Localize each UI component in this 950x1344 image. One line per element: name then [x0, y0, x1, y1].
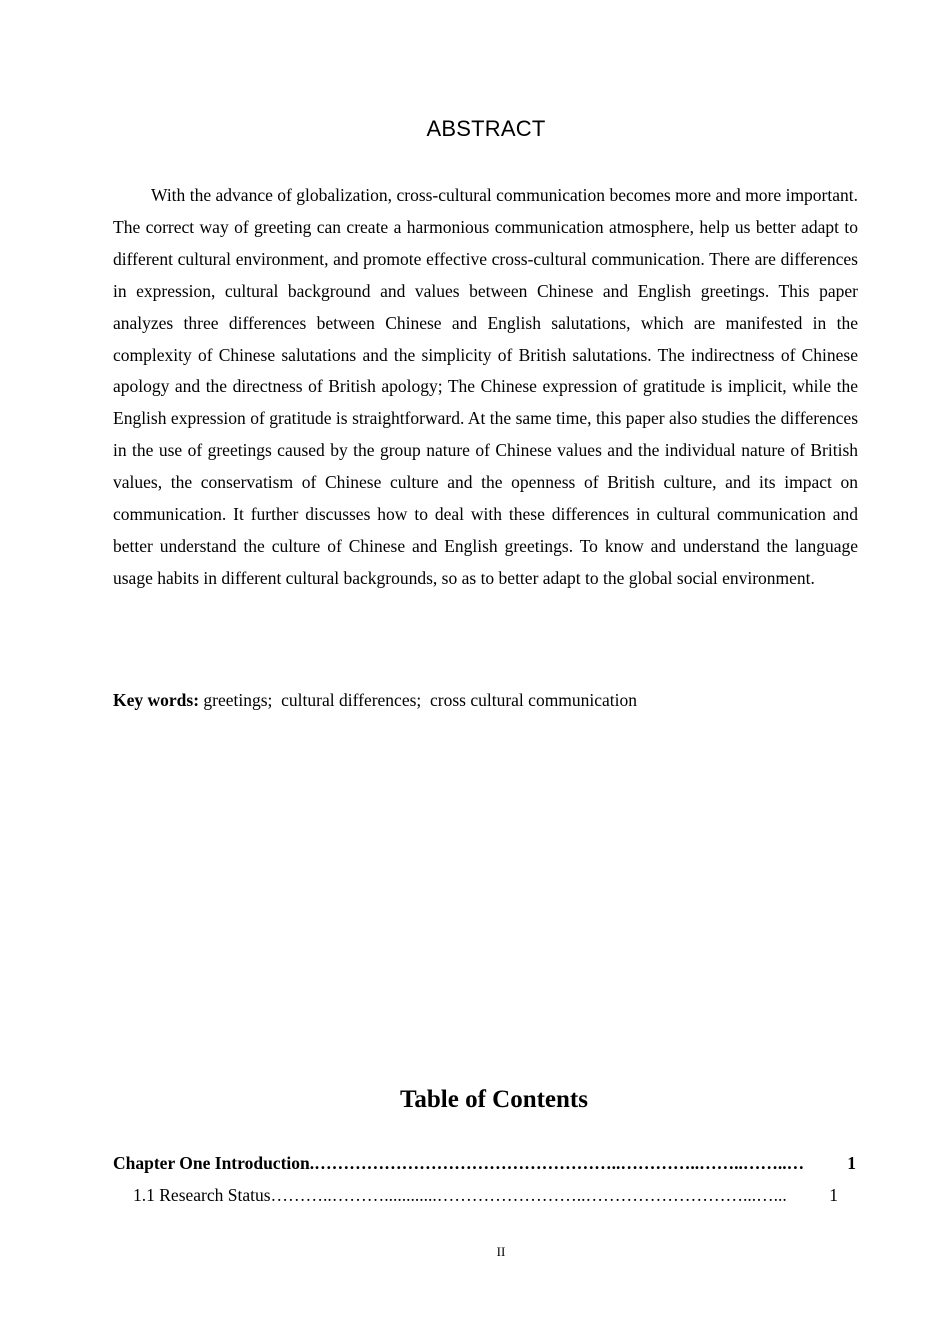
- keywords-text: greetings; cultural differences; cross cultural communication: [199, 690, 638, 710]
- toc-page-number: 1: [847, 1153, 856, 1173]
- toc-entry-label: Chapter One Introduction: [113, 1153, 310, 1173]
- toc-entry-research-status[interactable]: [133, 1185, 838, 1206]
- toc-page-number: 1: [829, 1185, 838, 1205]
- footer-page-number: II: [496, 1244, 506, 1259]
- toc-entry-chapter-one[interactable]: [113, 1153, 856, 1174]
- toc-dot-leader: .……………………………………………..…………..……..……..…: [309, 1153, 805, 1173]
- abstract-paragraph: With the advance of globalization, cross-cultural communication becomes more and more important. The correct way of greeting can create a harmonious communication atmosphere, help us better adapt to different cultural environment, and promote effective cross-cultural communication. There are differences in expression, cultural background and values between Chinese and English greetings. This paper analyzes three differences between Chinese and English salutations, which are manifested in the complexity of Chinese salutations and the simplicity of British salutations. The indirectness of Chinese apology and the directness of British apology; The Chinese expression of gratitude is implicit, while the English expression of gratitude is straightforward. At the same time, this paper also studies the differences in the use of greetings caused by the group nature of Chinese values and the individual nature of British values, the conservatism of Chinese culture and the openness of British culture, and its impact on communication. It further discusses how to deal with these differences in cultural communication and better understand the culture of Chinese and English greetings. To know and understand the language usage habits in different cultural backgrounds, so as to better adapt to the global social environment.: [113, 185, 858, 588]
- toc-entry-label: 1.1 Research Status: [133, 1185, 271, 1205]
- keywords-line: [113, 690, 637, 711]
- abstract-heading: ABSTRACT: [426, 116, 546, 141]
- toc-dot-leader: ………..………............……………………..………………………...…...: [270, 1185, 787, 1205]
- toc-heading: Table of Contents: [400, 1086, 588, 1113]
- keywords-label: Key words:: [113, 690, 200, 710]
